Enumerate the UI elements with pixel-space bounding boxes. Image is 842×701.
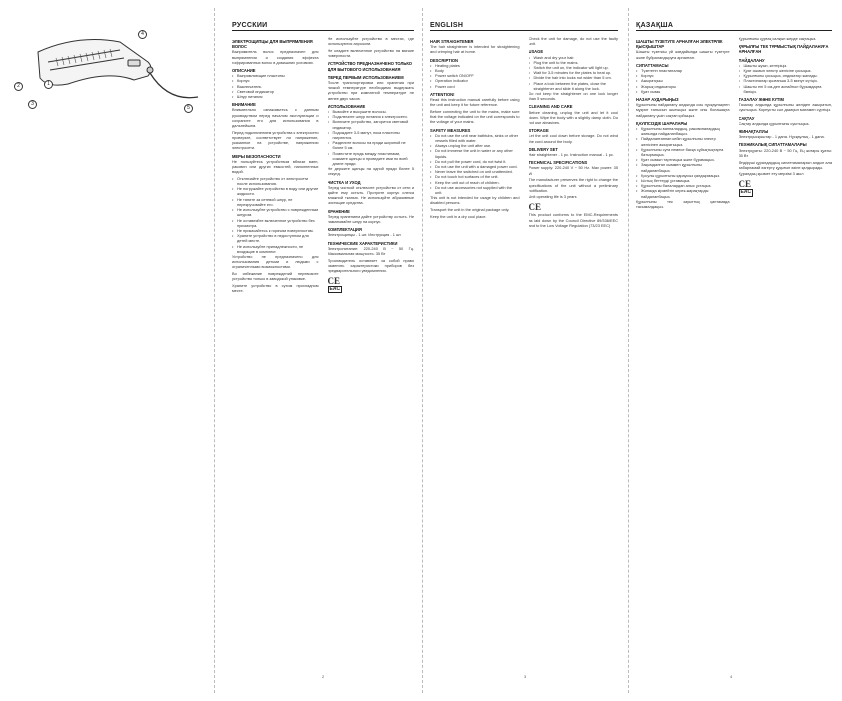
subheading: ПЕРЕД ПЕРВЫМ ИСПОЛЬЗОВАНИЕМ xyxy=(327,74,404,80)
list-item: • Құрылғыны балалардан алыс ұстаңыз. xyxy=(636,183,730,188)
subheading: CLEANING AND CARE xyxy=(528,104,573,110)
list-item: • Не прикасайтесь к горячим поверхностям. xyxy=(232,228,319,233)
paragraph: Шашты түзеткіш үй жағдайында шашты түзетуге және бұйраландыруға арналған. xyxy=(636,49,730,60)
list-item: • Ыстық беттерді ұстамаңыз. xyxy=(636,178,730,183)
list-item: • Вымойте и высушите волосы. xyxy=(328,109,415,114)
eac-mark: EAC xyxy=(329,286,341,293)
list-item: • Body xyxy=(430,68,520,73)
list-item: • Не используйте принадлежности, не входящие в комплект. xyxy=(232,244,319,254)
page-number: 2 xyxy=(322,674,325,679)
list-item: • Поместите прядь между пластинами, сожмите щипцы и проведите ими по всей длине пряди. xyxy=(328,151,415,167)
page-number: 4 xyxy=(730,674,733,679)
subheading: TECHNICAL SPECIFICATIONS xyxy=(528,160,588,166)
list-item: • Never leave the switched on unit unattended. xyxy=(430,169,520,174)
text-column xyxy=(636,36,730,676)
ce-mark: CE xyxy=(738,179,752,190)
paragraph: Производитель оставляет за собой право изменять характеристики приборов без предварительного уведомления. xyxy=(327,257,414,274)
list-item: • Зақымдалған сыммен құрылғыны пайдаланбаңыз. xyxy=(636,162,730,172)
subheading: НАЗАР АУДАРЫҢЫЗ xyxy=(636,97,679,103)
fold-line xyxy=(214,8,215,693)
subheading: ЭЛЕКТРОЩИПЦЫ ДЛЯ ВЫПРЯМЛЕНИЯ ВОЛОС xyxy=(232,39,313,50)
subheading: ЧИСТКА И УХОД xyxy=(327,179,361,185)
list-item: • Heating plates xyxy=(430,63,520,68)
subheading: HAIR STRAIGHTENER xyxy=(430,39,474,44)
list-item: • Жарық индикаторы xyxy=(636,84,730,89)
paragraph: Unit operating life is 3 years xyxy=(528,194,577,200)
paragraph: Не кладите включенное устройство на мягкие поверхности. xyxy=(327,47,414,59)
paragraph: Электрқуаты: 220-240 В ~ 50 Гц. Ең жоғары қуаты: 35 Вт xyxy=(738,147,832,158)
callout-5: 5 xyxy=(184,104,193,113)
list-item: • Шашты ені 5 см-ден аспайтын бұрымдарға бөліңіз. xyxy=(739,84,833,94)
subheading: USAGE xyxy=(528,49,544,55)
list-item: • Разделите волосы на пряди шириной не более 5 см. xyxy=(328,140,415,150)
subheading: ТЕХНИЧЕСКИЕ ХАРАКТЕРИСТИКИ xyxy=(327,240,398,246)
illustration-panel xyxy=(8,22,208,682)
list-item: • Ажыратқыш xyxy=(636,78,730,83)
subheading: ҚҰРЫЛҒЫ ТЕК ТҰРМЫСТЫҚ ПАЙДАЛАНУҒА АРНАЛҒАН xyxy=(738,44,829,55)
paragraph: Храните устройство в сухом прохладном месте. xyxy=(232,282,319,294)
callout-3: 3 xyxy=(28,100,37,109)
paragraph: Құралдың қызмет ету мерзімі 3 жыл xyxy=(738,171,804,177)
subheading: ТЕХНИКАЛЫҚ СИПАТТАМАЛАРЫ xyxy=(738,142,807,148)
list-item: • Шашты жуып, кептіріңіз. xyxy=(739,63,833,68)
list-item: • Не оставляйте включенное устройство без присмотра. xyxy=(232,218,319,228)
paragraph: Read this instruction manual carefully before using the unit and keep it for future reference. xyxy=(430,97,520,108)
list-item: • Do not use accessories not supplied with the unit. xyxy=(430,185,520,195)
list-item: • Do not use the unit near bathtubs, sinks or other vessels filled with water. xyxy=(430,133,520,143)
list-item: • Power cord xyxy=(430,84,520,89)
paragraph: Перед подключением устройства к электросети проверьте, соответствует ли напряжение, указанное на устройстве, напряжению электросети. xyxy=(232,129,319,151)
subheading: ОПИСАНИЕ xyxy=(232,68,256,74)
paragraph: Не используйте устройство в местах, где используются аэрозоли. xyxy=(327,36,414,47)
paragraph: Выпрямитель волос предназначен для выпрямления и создания эффекта гофрированных волос в домашних условиях. xyxy=(232,49,319,65)
list-item: • Храните устройство в недоступном для детей месте. xyxy=(232,233,319,243)
list-item: • Выпрямляющие пластины xyxy=(232,73,319,78)
list-item: • Wait for 3-5 minutes for the plates to heat up. xyxy=(529,70,619,75)
list-item: • Divide the hair into locks not wider than 5 cm. xyxy=(529,75,619,80)
list-item: • Құрылғыны ванналардың, раковиналардың жанында пайдаланбаңыз. xyxy=(636,126,730,136)
paragraph: Құрылғыны құрғақ салқын жерде сақтаңыз. xyxy=(738,36,817,41)
paragraph: После транспортировки или хранения при низкой температуре необходимо выдержать устройство при комнатной температуре не менее двух часов. xyxy=(327,79,414,101)
paragraph: Электропитание: 220-240 В ~ 50 Гц. Максимальная мощность: 35 Вт xyxy=(327,245,414,257)
text-column xyxy=(430,36,520,676)
text-column xyxy=(328,36,415,676)
subheading: DELIVERY SET xyxy=(528,146,558,152)
paragraph: This unit is not intended for usage by children and disabled persons. xyxy=(430,195,520,206)
paragraph: Электрощипцы - 1 шт. Инструкция - 1 шт. xyxy=(327,232,402,238)
paragraph: Құрылғыны пайдалану алдында осы нұсқаулықпен мұқият танысып шығыңыз және оны болашақта пайдалану үшін сақтап қойыңыз. xyxy=(636,102,730,118)
callout-1: 1 xyxy=(44,80,53,89)
ce-mark: CE xyxy=(327,275,341,286)
list-item: • Operation indicator xyxy=(430,78,520,83)
subheading: ИСПОЛЬЗОВАНИЕ xyxy=(327,103,366,109)
subheading: STORAGE xyxy=(528,128,549,134)
panel-russian xyxy=(232,22,414,682)
list-item: • Do not touch hot surfaces of the unit. xyxy=(430,174,520,179)
list-item: • Қуат сымын электр желісіне қосыңыз. xyxy=(739,68,833,73)
list-item: • Не используйте устройство с поврежденным шнуром. xyxy=(232,207,319,217)
list-item: • Power switch ON/OFF xyxy=(430,73,520,78)
paragraph: The manufacturer preserves the right to change the specifications of the unit without a preliminary notification. xyxy=(528,177,618,193)
list-item: • Корпус xyxy=(232,78,319,83)
paragraph: Өндіруші құралдардың сипаттамаларын алдын ала хабарламай өзгерту құқығын өзіне қалдырады. xyxy=(738,159,832,170)
list-item: • Plug the unit to the mains. xyxy=(529,60,619,65)
callout-2: 2 xyxy=(14,82,23,91)
list-item: • Қуат сымы xyxy=(636,89,730,94)
paragraph: Во избежание повреждений перевозите устройство только в заводской упаковке. xyxy=(232,271,319,282)
panel-kazakh xyxy=(636,22,832,682)
subheading: СИПАТТАМАСЫ xyxy=(636,62,669,68)
subheading: ВНИМАНИЕ xyxy=(232,102,256,108)
text-column xyxy=(739,36,833,676)
paragraph: Не пользуйтесь устройством вблизи ванн, раковин или других емкостей, наполненных водой. xyxy=(232,158,319,175)
page-number: 3 xyxy=(524,674,527,679)
paragraph: Перед чисткой отключите устройство от сети и дайте ему остыть. Протрите корпус слегка влажной тканью. Не используйте абразивные чистящие средства. xyxy=(327,184,414,206)
paragraph: This product conforms to the EMC-Requirements as laid down by the Council Directive 89/336/EEC and to the Low Voltage Regulation (73/23 EEC) xyxy=(528,212,618,228)
fold-line xyxy=(628,8,629,693)
paragraph: Let the unit cool down before storage. Do not wind the cord around the body. xyxy=(528,133,618,144)
list-item: • Always unplug the unit after use. xyxy=(430,143,520,148)
paragraph: Keep the unit in a dry cool place. xyxy=(430,213,487,219)
list-item: • Түзететін пластиналар xyxy=(636,68,730,73)
subheading: SAFETY MEASURES xyxy=(430,127,471,133)
subheading: ATTENTION! xyxy=(430,91,455,97)
paragraph: Устройство не предназначено для использования детьми и людьми с ограниченными возможностями. xyxy=(232,253,319,270)
subheading: ЖИНАҚТАЛУЫ xyxy=(738,129,769,135)
list-item: • Корпус xyxy=(636,73,730,78)
list-item: • Выключатель xyxy=(232,84,319,89)
list-item: • Place a lock between the plates, close the straightener and slide it along the lock. xyxy=(529,81,619,91)
straightener-body xyxy=(38,40,198,98)
subheading: DESCRIPTION xyxy=(430,57,458,63)
list-item: • Do not use the unit with a damaged power cord. xyxy=(430,164,520,169)
list-item: • Подождите 3-5 минут, пока пластины нагреются. xyxy=(328,130,415,140)
panel-english xyxy=(430,22,618,682)
paragraph: Сақтау алдында құрылғыны суытыңыз. xyxy=(738,120,810,126)
list-item: • Не погружайте устройство в воду или другие жидкости. xyxy=(232,186,319,196)
text-column xyxy=(232,36,319,676)
list-item: • Световой индикатор xyxy=(232,89,319,94)
list-item: • Құрылғыны қосыңыз, индикатор жанады. xyxy=(739,73,833,78)
text-column xyxy=(529,36,619,676)
paragraph: Құрылғыны тек зауыттық қаптамада тасымалдаңыз. xyxy=(636,198,730,210)
list-item: • Құрылғыны суға немесе басқа сұйықтықтарға батырмаңыз. xyxy=(636,147,730,157)
section-header: РУССКИЙ xyxy=(232,22,414,31)
list-item: • Қосулы құрылғыны қараусыз қалдырмаңыз. xyxy=(636,173,730,178)
subheading: САҚТАУ xyxy=(738,115,755,121)
subheading: ҚАУІПСІЗДІК ШАРАЛАРЫ xyxy=(636,120,688,126)
paragraph: Before cleaning, unplug the unit and let it cool down. Wipe the body with a slightly damp cloth. Do not use abrasives. xyxy=(528,109,618,126)
list-item: • Do not immerse the unit in water or any other liquids. xyxy=(430,148,520,158)
paragraph: Внимательно ознакомьтесь с данным руководством перед началом эксплуатации и сохраните его для использования в дальнейшем. xyxy=(232,107,319,129)
list-item: • Включите устройство, загорится световой индикатор. xyxy=(328,119,415,129)
callout-4: 4 xyxy=(138,30,147,39)
subheading: МЕРЫ БЕЗОПАСНОСТИ xyxy=(232,153,281,159)
paragraph: Before connecting the unit to the mains, make sure that the voltage indicated on the unit corresponds to the voltage of your mains. xyxy=(430,108,520,125)
paragraph: Do not keep the straightener on one lock longer than 5 seconds. xyxy=(528,91,618,102)
list-item: • Подключите шнур питания к электросети. xyxy=(328,114,415,119)
subheading: ПАЙДАЛАНУ xyxy=(738,57,765,63)
section-header: ҚАЗАҚША xyxy=(636,22,832,31)
list-item: • Не тяните за сетевой шнур, не перекручивайте его. xyxy=(232,197,319,207)
list-item: • Пластиналар қызғанша 3-5 минут күтіңіз. xyxy=(739,78,833,83)
hair-straightener-illustration xyxy=(8,22,208,132)
subheading: ХРАНЕНИЕ xyxy=(327,208,350,214)
paragraph: Электрқысқыштар - 1 дана. Нұсқаулық - 1 дана. xyxy=(738,134,825,140)
list-item: • Switch the unit on, the indicator will light up. xyxy=(529,65,619,70)
paragraph: Не держите щипцы на одной пряди более 5 секунд. xyxy=(327,166,414,177)
subheading: ШАШТЫ ТҮЗЕТУГЕ АРНАЛҒАН ЭЛЕКТРЛІК ҚЫСҚЫШТАР xyxy=(636,39,723,50)
list-item: • Қуат сымын тартпаңыз және бұрамаңыз. xyxy=(636,157,730,162)
list-item: • Отключайте устройство от электросети после использования. xyxy=(232,176,319,186)
ce-mark: CE xyxy=(528,202,542,213)
subheading: КОМПЛЕКТАЦИЯ xyxy=(327,227,362,233)
list-item: • Пайдаланғаннан кейін құрылғыны электр желісінен ажыратыңыз. xyxy=(636,136,730,146)
paragraph: Тазалау алдында құрылғыны желіден ажыратып, суытыңыз. Корпусты сәл дымқыл матамен сүртіңіз. xyxy=(738,102,832,113)
paragraph: Check the unit for damage, do not use the faulty unit. xyxy=(528,36,618,47)
list-item: • Шнур питания xyxy=(232,94,319,99)
paragraph: Hair straightener - 1 pc. Instruction manual - 1 pc. xyxy=(528,152,614,158)
paragraph: Перед хранением дайте устройству остыть. Не наматывайте шнур на корпус. xyxy=(327,213,414,224)
subheading: ТАЗАЛАУ ЖӘНЕ КҮТІМ xyxy=(738,97,784,103)
list-item: • Keep the unit out of reach of children. xyxy=(430,180,520,185)
paragraph: Transport the unit in the original package only. xyxy=(430,207,510,213)
fold-line xyxy=(422,8,423,693)
subheading: УСТРОЙСТВО ПРЕДНАЗНАЧЕНО ТОЛЬКО ДЛЯ БЫТОВОГО ИСПОЛЬЗОВАНИЯ xyxy=(327,61,412,72)
list-item: • Do not pull the power cord, do not twist it. xyxy=(430,159,520,164)
paragraph: The hair straightener is intended for straightening and crimping hair at home. xyxy=(430,44,520,55)
section-header: ENGLISH xyxy=(430,22,618,31)
eac-mark: EAC xyxy=(740,189,752,196)
list-item: • Wash and dry your hair. xyxy=(529,55,619,60)
paragraph: Power supply: 220-240 V ~ 50 Hz. Max power: 35 W xyxy=(528,165,618,176)
list-item: • Жинаққа кірмейтін керек-жарақтарды пайдаланбаңыз. xyxy=(636,188,730,198)
